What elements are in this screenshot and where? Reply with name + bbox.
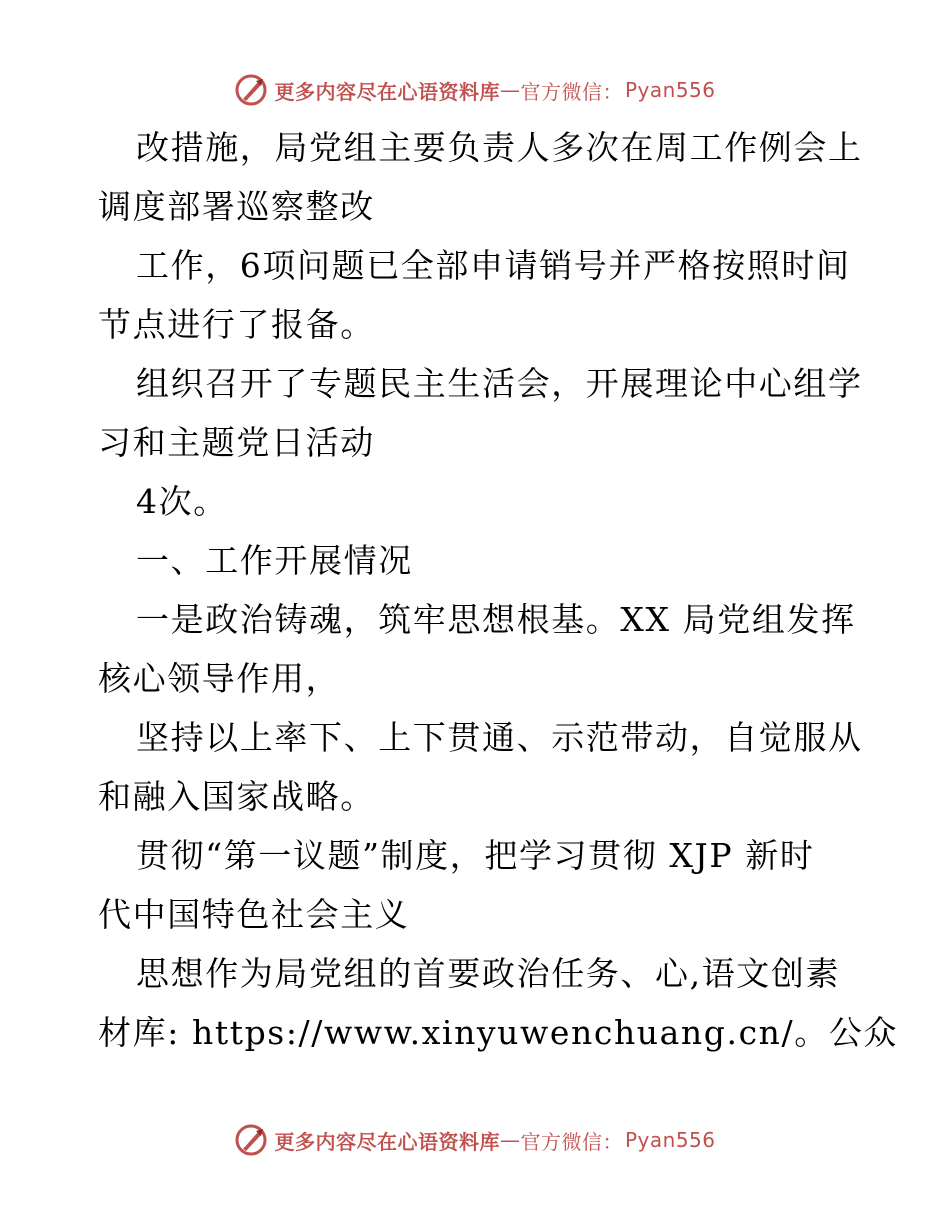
body-line: 组织召开了专题民主生活会，开展理论中心组学 <box>136 364 863 403</box>
body-line: 一是政治铸魂，筑牢思想根基。XX 局党组发挥 <box>136 600 856 639</box>
body-line: 4次。 <box>136 482 228 521</box>
document-body <box>98 118 899 1062</box>
body-line: 改措施，局党组主要负责人多次在周工作例会上 <box>136 128 863 167</box>
body-line: 节点进行了报备。 <box>98 305 375 344</box>
body-line: 习和主题党日活动 <box>98 423 375 462</box>
body-line: 思想作为局党组的首要政治任务、心,语文创素 <box>136 954 841 993</box>
body-line: 坚持以上率下、上下贯通、示范带动，自觉服从 <box>136 718 863 757</box>
footer-wechat-id: Pyan556 <box>624 1128 716 1152</box>
footer-watermark <box>0 1120 950 1160</box>
body-line: 核心领导作用， <box>98 659 341 698</box>
footer-wechat-label: 官方微信： <box>520 1129 623 1154</box>
body-line: 和融入国家战略。 <box>98 777 375 816</box>
body-line: 贯彻“第一议题”制度，把学习贯彻 XJP 新时 <box>136 836 815 875</box>
header-brand-text: 更多内容尽在心语资料库 <box>274 79 500 104</box>
quill-logo-icon <box>234 73 268 107</box>
header-watermark <box>0 70 950 110</box>
header-dash: — <box>499 78 521 102</box>
quill-logo-icon <box>234 1123 268 1157</box>
body-line: 工作，6项问题已全部申请销号并严格按照时间 <box>136 246 851 285</box>
footer-dash: — <box>499 1128 521 1152</box>
header-wechat-label: 官方微信： <box>520 79 623 104</box>
body-line-url: 材库: https://www.xinyuwenchuang.cn/。公众 <box>98 1013 899 1052</box>
body-line: 代中国特色社会主义 <box>98 895 410 934</box>
section-heading: 一、工作开展情况 <box>136 541 413 580</box>
body-line: 调度部署巡察整改 <box>98 187 375 226</box>
footer-brand-text: 更多内容尽在心语资料库 <box>274 1129 500 1154</box>
header-wechat-id: Pyan556 <box>624 78 716 102</box>
